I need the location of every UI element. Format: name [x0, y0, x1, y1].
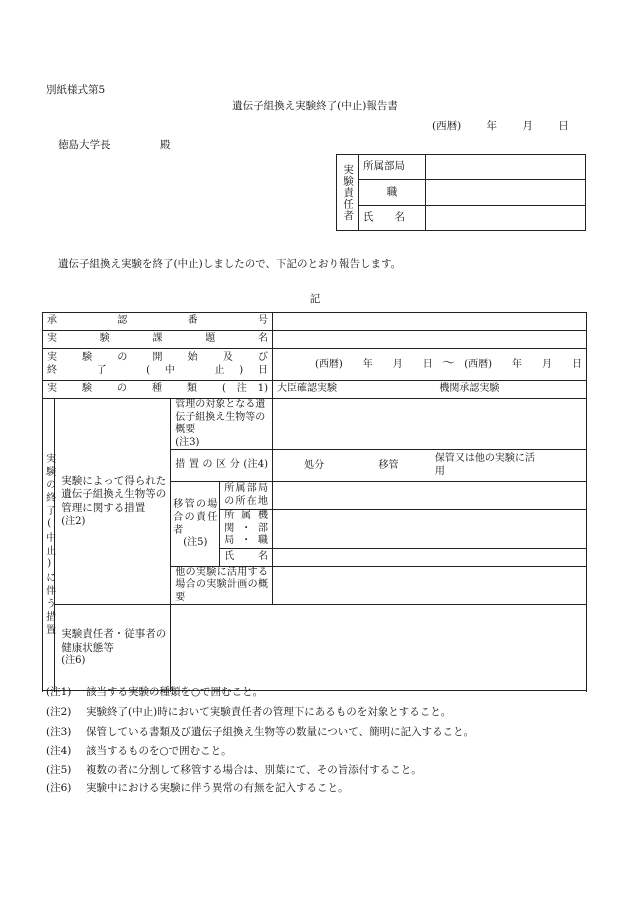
document-title: 遺伝子組換え実験終了(中止)報告書	[232, 100, 398, 112]
period-start: (西暦) 年 月 日	[314, 359, 433, 371]
responsible-name-field[interactable]	[426, 206, 586, 231]
experiment-period-field[interactable]	[272, 349, 586, 381]
experiment-title-field[interactable]	[272, 331, 586, 349]
transfer-responsible-label: 移管の場合の責任者 (注5)	[171, 482, 220, 567]
experiment-type-label: 実 験 の 種 類 (注1)	[43, 381, 273, 399]
transfer-dept-address-field[interactable]	[272, 482, 586, 510]
responsible-position-label: 職	[359, 180, 426, 206]
note-2: (注2) 実験終了(中止)時において実験責任者の管理下にあるものを対象とすること。	[46, 706, 452, 718]
other-use-plan-label: 他の実験に活用する場合の実験計画の概要	[171, 566, 273, 605]
note-4: (注4) 該当するものを○で囲むこと。	[46, 745, 232, 757]
report-form-table	[42, 312, 587, 691]
transfer-org-position-label: 所属機関・部局・職	[220, 510, 273, 549]
disposal-category-label: 措 置 の 区 分 (注4)	[171, 450, 273, 482]
experiment-period-label: 実 験 の 開 始 及 び 終 了 (中 止)日	[43, 349, 273, 381]
experiment-type-field[interactable]	[272, 381, 586, 399]
experiment-title-label: 実 験 課 題 名	[43, 331, 273, 349]
period-end: (西暦) 年 月 日	[464, 359, 582, 371]
responsible-name-label: 氏 名	[359, 206, 426, 231]
disposal-option-keep[interactable]: 保管又は他の実験に活用	[434, 453, 535, 477]
period-tilde: ～	[441, 356, 455, 372]
note-1: (注1) 該当する実験の種類を○で囲むこと。	[46, 686, 264, 698]
measures-label: 実験によって得られた遺伝子組換え生物等の管理に関する措置 (注2)	[55, 399, 171, 605]
disposal-category-field[interactable]	[272, 450, 586, 482]
ki-heading: 記	[309, 293, 321, 305]
addressee: 徳島大学長	[58, 139, 111, 151]
type-option-institution[interactable]: 機関承認実験	[439, 383, 500, 395]
responsible-dept-field[interactable]	[426, 155, 586, 180]
responsible-position-field[interactable]	[426, 180, 586, 206]
disposal-option-dispose[interactable]: 処分	[304, 460, 325, 471]
responsible-dept-label: 所属部局	[359, 155, 426, 180]
date-era: (西暦)	[432, 120, 462, 132]
health-status-label: 実験責任者・従事者の健康状態等 (注6)	[55, 605, 171, 691]
transfer-dept-address-label: 所属部局の所在地	[220, 482, 273, 510]
overview-field[interactable]	[272, 399, 586, 450]
note-5: (注5) 複数の者に分割して移管する場合は、別葉にて、その旨添付すること。	[46, 764, 422, 776]
transfer-org-position-field[interactable]	[272, 510, 586, 549]
responsible-box	[336, 154, 586, 231]
approval-number-label: 承 認 番 号	[43, 313, 273, 331]
measures-side-label: 実験の終了(中止)に伴う措置	[43, 399, 55, 691]
date-day: 日	[558, 120, 569, 132]
note-3: (注3) 保管している書類及び遺伝子組換え生物等の数量について、簡明に記入すること。	[46, 726, 475, 738]
form-number: 別紙様式第5	[46, 84, 106, 96]
addressee-honorific: 殿	[160, 139, 171, 151]
overview-label: 管理の対象となる遺伝子組換え生物等の概要 (注3)	[171, 399, 273, 450]
health-status-field[interactable]	[171, 605, 587, 691]
disposal-option-transfer[interactable]: 移管	[378, 460, 399, 471]
intro-text: 遺伝子組換え実験を終了(中止)しましたので、下記のとおり報告します。	[58, 258, 402, 270]
type-option-minister[interactable]: 大臣確認実験	[276, 383, 337, 395]
approval-number-field[interactable]	[272, 313, 586, 331]
date-line	[432, 118, 569, 133]
responsible-side-label: 実験責任者	[337, 155, 359, 231]
transfer-name-field[interactable]	[272, 548, 586, 566]
transfer-name-label: 氏 名	[220, 548, 273, 566]
other-use-plan-field[interactable]	[272, 566, 586, 605]
note-6: (注6) 実験中における実験に伴う異常の有無を記入すること。	[46, 782, 349, 794]
date-year: 年	[486, 120, 498, 132]
date-month: 月	[522, 120, 533, 132]
